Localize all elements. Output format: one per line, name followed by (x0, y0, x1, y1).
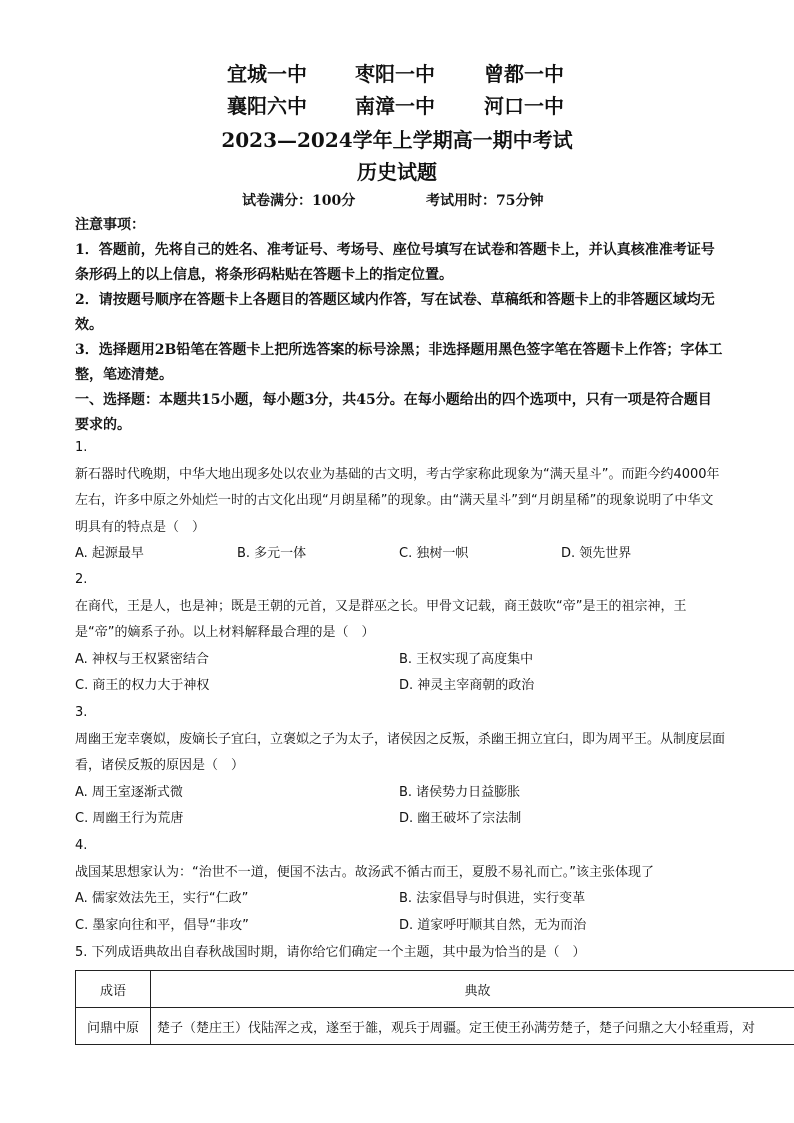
idiom-table (75, 970, 794, 1045)
options-row (75, 647, 725, 674)
exam-time: 考试用时：75分钟 (426, 193, 544, 209)
exam-title: 2023—2024学年上学期高一期中考试 (221, 128, 573, 152)
school-name: 枣阳一中 (355, 62, 435, 86)
option-a: A. 儒家效法先王，实行“仁政” (75, 891, 249, 906)
option-b: B. 多元一体 (237, 546, 307, 561)
notice-heading: 注意事项： (75, 217, 145, 233)
option-d: D. 道家呼吁顺其自然，无为而治 (399, 917, 587, 933)
notice-item: 2．请按题号顺序在答题卡上各题目的答题区域内作答，写在试卷、草稿纸和答题卡上的非答题区域均无效。 (75, 292, 715, 333)
table-cell: 问鼎中原 (76, 1008, 151, 1045)
school-name: 襄阳六中 (227, 94, 307, 118)
question-4 (75, 833, 725, 939)
school-name: 河口一中 (484, 94, 564, 118)
option-b: B. 法家倡导与时俱进，实行变革 (399, 891, 586, 906)
options-row (75, 673, 725, 700)
table-header-row (76, 971, 794, 1008)
options-row (75, 541, 725, 568)
question-stem: 周幽王宠幸褒姒，废嫡长子宜臼，立褒姒之子为太子，诸侯因之反叛，杀幽王拥立宜臼，即为周平王。从制度层面看，诸侯反叛的原因是（ ） (75, 731, 726, 773)
notice-block (75, 213, 725, 438)
question-5 (75, 940, 725, 967)
school-name: 宜城一中 (227, 62, 307, 86)
option-b: B. 王权实现了高度集中 (399, 651, 534, 667)
question-number: 2. (75, 572, 88, 587)
option-c: C. 商王的权力大于神权 (75, 678, 210, 693)
table-row (76, 1008, 794, 1045)
question-number: 3. (75, 705, 88, 720)
option-a: A. 周王室逐渐式微 (75, 784, 183, 800)
option-d: D. 领先世界 (561, 546, 632, 561)
table-header-cell: 成语 (76, 971, 151, 1008)
table-header-cell: 典故 (151, 971, 794, 1008)
notice-item: 1．答题前，先将自己的姓名、准考证号、考场号、座位号填写在试卷和答题卡上，并认真核准准考证号条形码上的以上信息，将条形码粘贴在答题卡上的指定位置。 (75, 242, 715, 283)
options-row (75, 913, 725, 940)
question-number: 1. (75, 440, 88, 455)
option-d: D. 神灵主宰商朝的政治 (399, 678, 535, 693)
option-c: C. 墨家向往和平，倡导“非攻” (75, 917, 249, 933)
options-row (75, 806, 725, 833)
option-d: D. 幽王破坏了宗法制 (399, 811, 522, 826)
question-3 (75, 700, 725, 833)
question-number: 4. (75, 838, 88, 853)
option-b: B. 诸侯势力日益膨胀 (399, 784, 521, 800)
section-heading: 一、选择题：本题共15小题，每小题3分，共45分。在每小题给出的四个选项中，只有一项是符合题目要求的。 (75, 392, 712, 433)
question-stem: 战国某思想家认为：“治世不一道，便国不法古。故汤武不循古而王，夏殷不易礼而亡。”该主张体现了 (75, 864, 654, 880)
options-row (75, 780, 725, 807)
option-a: A. 起源最早 (75, 546, 144, 561)
school-name: 南漳一中 (355, 94, 435, 118)
subject-title: 历史试题 (357, 160, 437, 184)
question-stem: 新石器时代晚期，中华大地出现多处以农业为基础的古文明，考古学家称此现象为“满天星斗”。而距今约4000年左右，许多中原之外灿烂一时的古文化出现“月朗星稀”的现象。由“满天星斗”到“月朗星稀”的现象说明了中华文明具有的特点是（ ） (75, 466, 720, 535)
option-a: A. 神权与王权紧密结合 (75, 651, 209, 667)
question-stem: 在商代，王是人，也是神；既是王朝的元首，又是群巫之长。甲骨文记载，商王鼓吹“帝”是王的祖宗神，王是“帝”的嫡系子孙。以上材料解释最合理的是（ ） (75, 598, 687, 640)
question-2 (75, 567, 725, 700)
school-name: 曾都一中 (484, 62, 564, 86)
question-stem: 5. 下列成语典故出自春秋战国时期，请你给它们确定一个主题，其中最为恰当的是（ ） (75, 945, 586, 960)
options-row (75, 886, 725, 913)
notice-item: 3．选择题用2B铅笔在答题卡上把所选答案的标号涂黑；非选择题用黑色签字笔在答题卡上作答；字体工整，笔迹清楚。 (75, 342, 723, 383)
question-1 (75, 435, 725, 568)
table-cell: 楚子（楚庄王）伐陆浑之戎，遂至于雒，观兵于周疆。定王使王孙满劳楚子，楚子问鼎之大小轻重焉，对 (151, 1008, 794, 1045)
option-c: C. 周幽王行为荒唐 (75, 811, 184, 826)
option-c: C. 独树一帜 (399, 546, 469, 561)
full-score: 试卷满分：100分 (242, 193, 356, 209)
